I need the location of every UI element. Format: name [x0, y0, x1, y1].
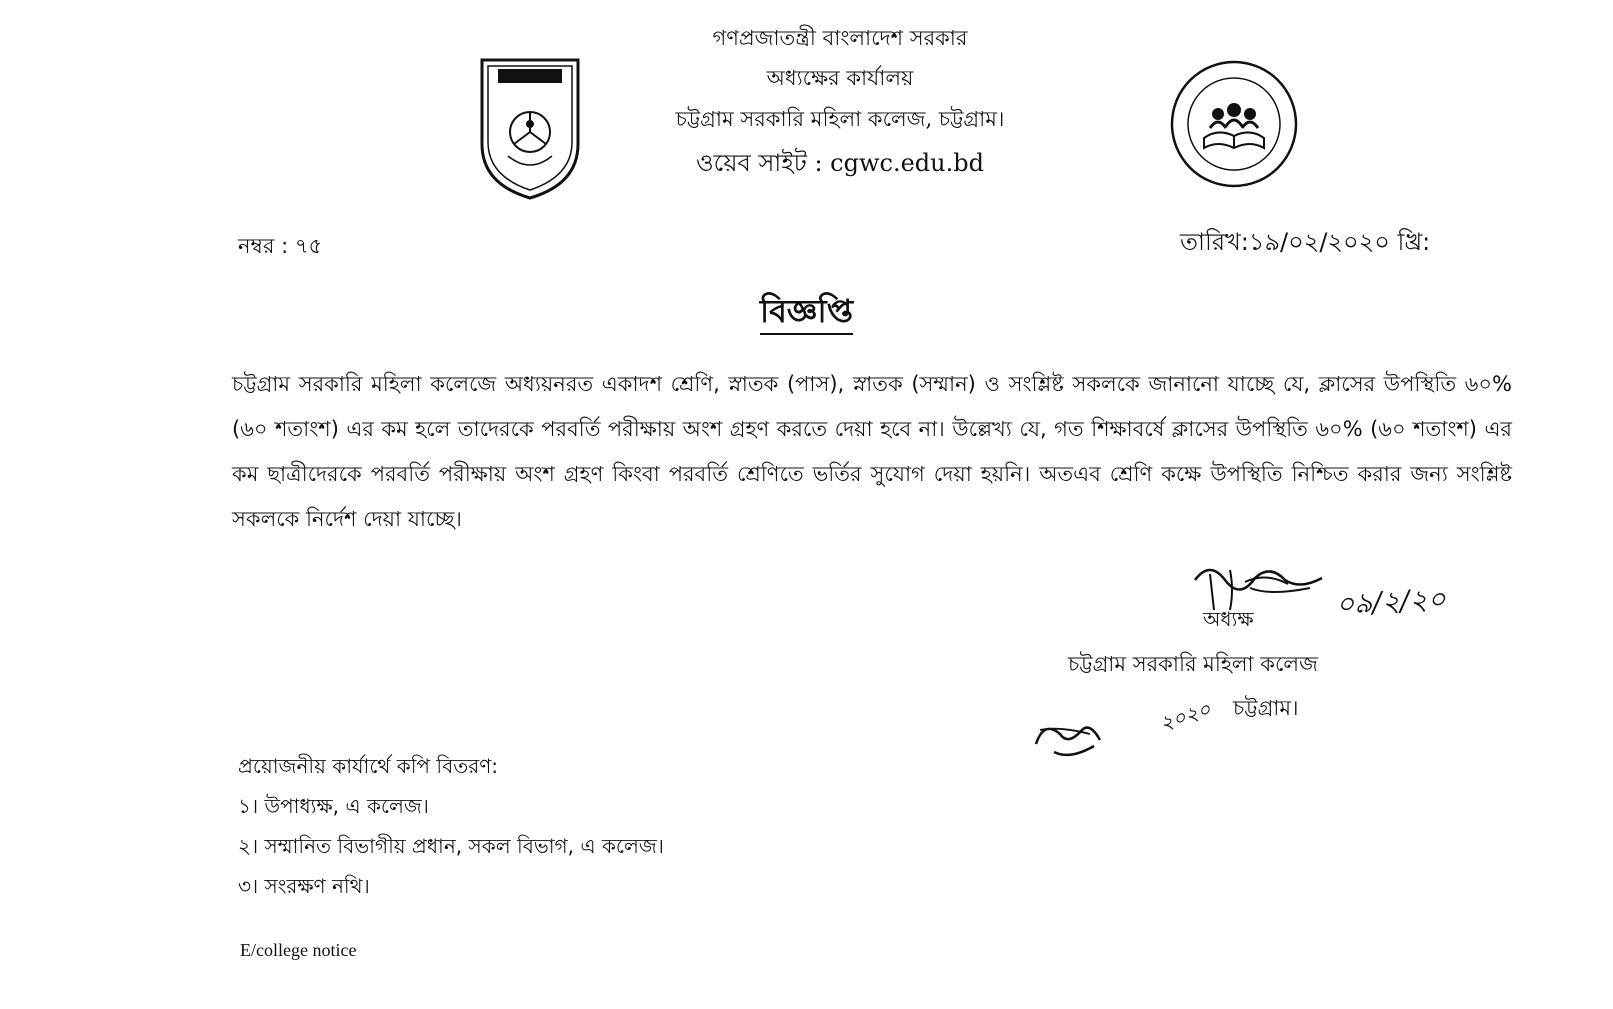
notice-date: তারিখ:১৯/০২/২০২০ খ্রি: [1180, 228, 1431, 256]
signatory-organization: চট্টগ্রাম সরকারি মহিলা কলেজ [1068, 652, 1318, 676]
signatory-title: অধ্যক্ষ [1203, 607, 1254, 631]
handwritten-initial [1030, 700, 1160, 770]
initial-date: ২০২০ [1156, 696, 1214, 736]
emblem-logo [1168, 58, 1300, 194]
government-name: গণপ্রজাতন্ত্রী বাংলাদেশ সরকার [712, 26, 968, 50]
notice-title [0, 286, 1613, 340]
file-reference: E/college notice [240, 940, 357, 960]
signatory-city: চট্টগ্রাম। [1233, 696, 1299, 720]
distribution-item: ২। সম্মানিত বিভাগীয় প্রধান, সকল বিভাগ, এ কলেজ। [238, 834, 664, 858]
reference-number: নম্বর : ৭৫ [238, 234, 323, 258]
college-name: চট্টগ্রাম সরকারি মহিলা কলেজ, চট্টগ্রাম। [675, 107, 1005, 131]
distribution-item: ১। উপাধ্যক্ষ, এ কলেজ। [238, 794, 429, 818]
distribution-item: ৩। সংরক্ষণ নথি। [238, 874, 370, 898]
notice-body: চট্টগ্রাম সরকারি মহিলা কলেজে অধ্যয়নরত একাদশ শ্রেণি, স্নাতক (পাস), স্নাতক (সম্মান) ও সংশ্লিষ্ট সকলকে জানানো যাচ্ছে যে, ক্লাসের উপস্থিতি ৬০% (৬০ শতাংশ) এর কম হলে তাদেরকে পরবর্তি পরীক্ষায় অংশ গ্রহণ করতে দেয়া হবে না। উল্লেখ্য যে, গত শিক্ষাবর্ষে ক্লাসের উপস্থিতি ৬০% (৬০ শতাংশ) এর কম ছাত্রীদেরকে পরবর্তি পরীক্ষায় অংশ গ্রহণ কিংবা পরবর্তি শ্রেণিতে ভর্তির সুযোগ দেয়া হয়নি। অতএব শ্রেণি কক্ষে উপস্থিতি নিশ্চিত করার জন্য সংশ্লিষ্ট সকলকে নির্দেশ দেয়া যাচ্ছে। [232, 372, 1512, 531]
signature-date: ০৯/২/২০ [1335, 582, 1447, 621]
notice-title-text: বিজ্ঞপ্তি [760, 292, 853, 335]
website: ওয়েব সাইট : cgwc.edu.bd [696, 149, 984, 177]
distribution-heading: প্রয়োজনীয় কার্যার্থে কপি বিতরণ: [238, 754, 499, 778]
office-name: অধ্যক্ষের কার্যালয় [766, 66, 914, 90]
